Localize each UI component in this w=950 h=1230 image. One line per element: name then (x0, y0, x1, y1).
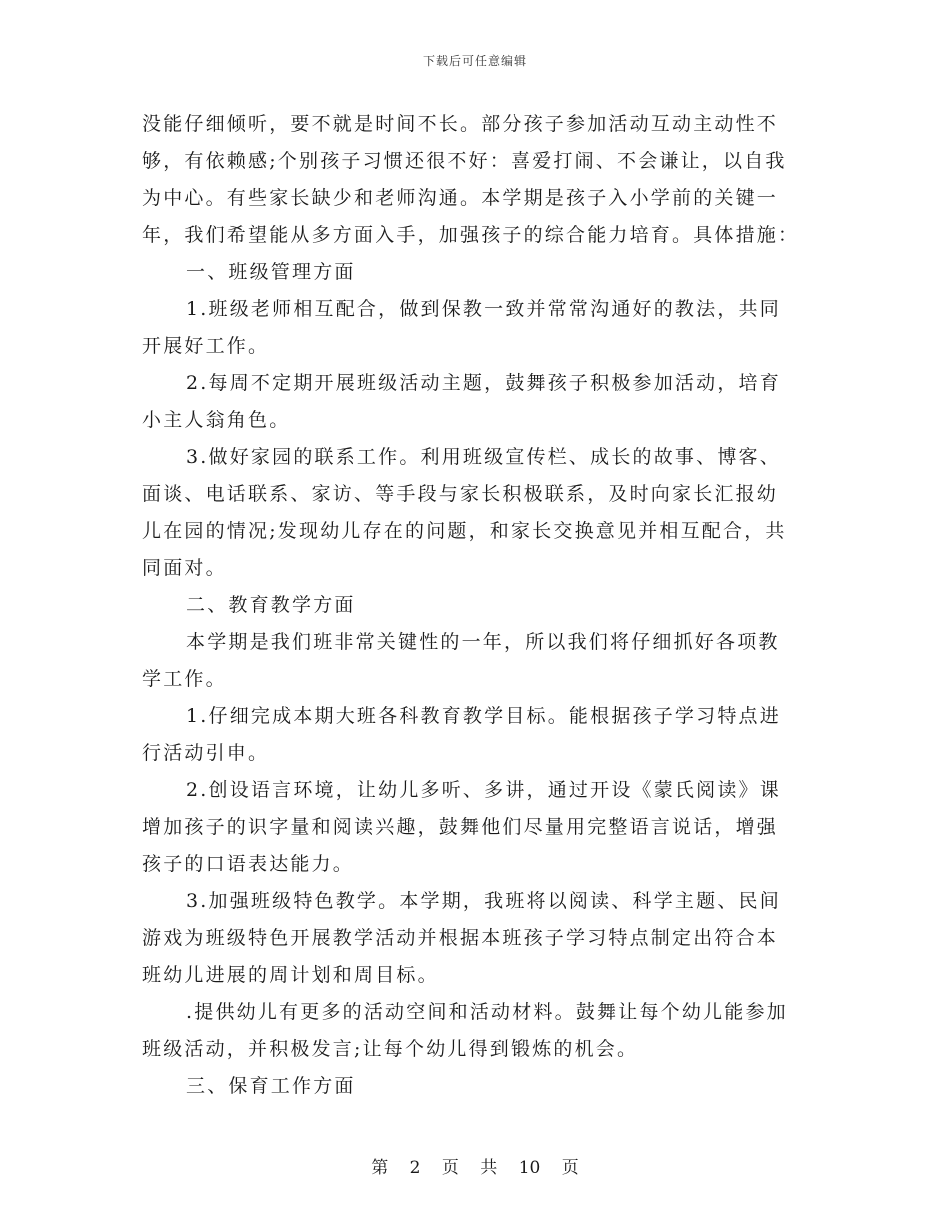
text-line: 班幼儿进展的周计划和周目标。 (142, 964, 439, 986)
text-line: 面谈、电话联系、家访、等手段与家长积极联系，及时向家长汇报幼 (142, 483, 779, 505)
document-body (142, 106, 810, 1105)
text-line: 本学期是我们班非常关键性的一年，所以我们将仔细抓好各项教 (186, 631, 780, 653)
page-footer (0, 1153, 950, 1178)
footer-suffix: 页 (561, 1158, 579, 1178)
text-line: 1.仔细完成本期大班各科教育教学目标。能根据孩子学习特点进 (186, 705, 781, 727)
text-line: 开展好工作。 (142, 335, 270, 357)
text-line: 学工作。 (142, 668, 227, 690)
footer-prefix: 第 (371, 1158, 389, 1178)
text-line: 班级活动，并积极发言;让每个幼儿得到锻炼的机会。 (142, 1038, 639, 1060)
text-line: 二、教育教学方面 (186, 594, 356, 616)
text-line: .提供幼儿有更多的活动空间和活动材料。鼓舞让每个幼儿能参加 (186, 1001, 788, 1023)
header-note: 下载后可任意编辑 (422, 54, 527, 68)
text-line: 游戏为班级特色开展教学活动并根据本班孩子学习特点制定出符合本 (142, 927, 779, 949)
text-line: 够，有依赖感;个别孩子习惯还很不好：喜爱打闹、不会谦让，以自我 (142, 150, 787, 172)
text-line: 儿在园的情况;发现幼儿存在的问题，和家长交换意见并相互配合，共 (142, 520, 787, 542)
text-line: 2.每周不定期开展班级活动主题，鼓舞孩子积极参加活动，培育 (186, 372, 781, 394)
text-line: 一、班级管理方面 (186, 261, 356, 283)
text-line: 同面对。 (142, 557, 227, 579)
footer-page-label: 页 (441, 1158, 459, 1178)
text-line: 为中心。有些家长缺少和老师沟通。本学期是孩子入小学前的关键一 (142, 187, 779, 209)
text-line: 孩子的口语表达能力。 (142, 853, 355, 875)
footer-current-page: 2 (409, 1158, 421, 1178)
text-line: 没能仔细倾听，要不就是时间不长。部分孩子参加活动互动主动性不 (142, 113, 779, 135)
text-line: 2.创设语言环境，让幼儿多听、多讲，通过开设《蒙氏阅读》课 (186, 779, 781, 801)
text-line: 小主人翁角色。 (142, 409, 291, 431)
text-line: 年，我们希望能从多方面入手，加强孩子的综合能力培育。具体措施： (142, 224, 800, 246)
footer-total-pages: 10 (518, 1158, 541, 1178)
text-line: 增加孩子的识字量和阅读兴趣，鼓舞他们尽量用完整语言说话，增强 (142, 816, 779, 838)
text-line: 三、保育工作方面 (186, 1075, 356, 1097)
text-line: 行活动引申。 (142, 742, 270, 764)
text-line: 3.做好家园的联系工作。利用班级宣传栏、成长的故事、博客、 (186, 446, 781, 468)
text-line: 3.加强班级特色教学。本学期，我班将以阅读、科学主题、民间 (186, 890, 781, 912)
footer-total-label: 共 (480, 1158, 498, 1178)
text-line: 1.班级老师相互配合，做到保教一致并常常沟通好的教法，共同 (186, 298, 781, 320)
